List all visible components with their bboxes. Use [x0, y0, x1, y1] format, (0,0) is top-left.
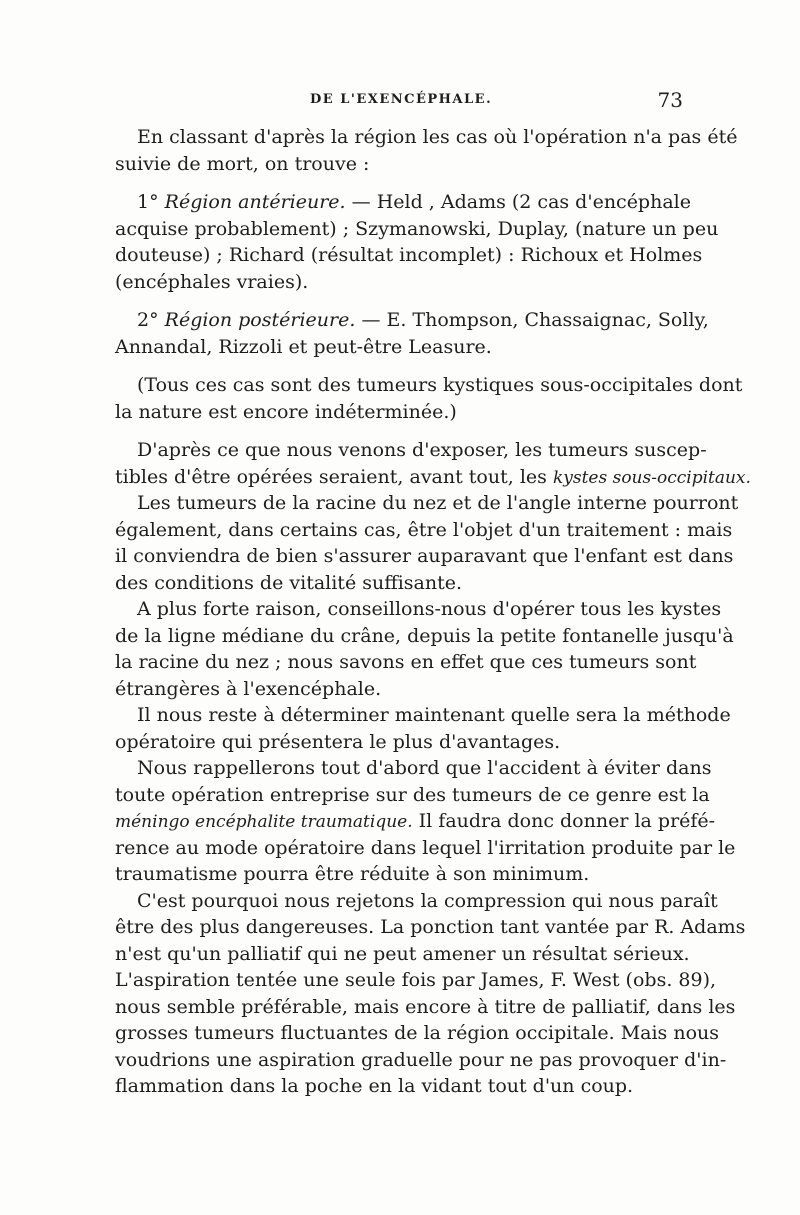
text-run: Il faudra donc donner la préfé-: [418, 810, 716, 832]
running-title: DE L'EXENCÉPHALE.: [310, 92, 493, 107]
text-line: [115, 808, 716, 835]
paragraph-posterior-region: [115, 307, 709, 360]
text-line: des conditions de vitalité suffisante.: [115, 571, 463, 594]
text-line: traumatisme pourra être réduite à son minimum.: [115, 863, 590, 885]
text-line: flammation dans la poche en la vidant tout d'un coup.: [115, 1075, 634, 1097]
emphasis-term: méningo encéphalite traumatique.: [115, 812, 413, 832]
paragraph-nose-tumours: [115, 490, 739, 596]
section-label: Région postérieure.: [164, 309, 356, 331]
text-line: C'est pourquoi nous rejetons la compression qui nous paraît: [137, 889, 718, 912]
emphasis-term: kystes sous-occipitaux.: [552, 467, 751, 488]
text-line: également, dans certains cas, être l'objet d'un traitement : mais: [115, 518, 733, 541]
text-line: A plus forte raison, conseillons-nous d'opérer tous les kystes: [137, 598, 722, 620]
paragraph-anterior-region: [115, 189, 719, 295]
text-line: rence au mode opératoire dans lequel l'irritation produite par le: [115, 836, 736, 859]
list-number: 1°: [137, 191, 159, 213]
text-line: la nature est encore indéterminée.): [115, 400, 457, 423]
running-head: [115, 88, 683, 114]
text-line: En classant d'après la région les cas où l'opération n'a pas été: [137, 126, 738, 148]
text-line: opératoire qui présentera le plus d'avantages.: [115, 730, 561, 753]
paragraph-compression: [115, 888, 746, 1100]
text-line: voudrions une aspiration graduelle pour ne pas provoquer d'in-: [115, 1048, 727, 1071]
text-line: (encéphales vraies).: [115, 270, 309, 293]
text-line: de la ligne médiane du crâne, depuis la petite fontanelle jusqu'à: [115, 624, 734, 647]
text-line: Il nous reste à déterminer maintenant quelle sera la méthode: [137, 704, 731, 726]
paragraph-accident: [115, 755, 736, 888]
text-line: nous semble préférable, mais encore à titre de palliatif, dans les: [115, 995, 736, 1018]
text-run: tibles d'être opérées seraient, avant tout, les: [115, 465, 547, 488]
text-line: être des plus dangereuses. La ponction tant vantée par R. Adams: [115, 916, 746, 938]
text-body: [115, 124, 751, 1100]
text-line: Nous rappellerons tout d'abord que l'accident à éviter dans: [137, 757, 712, 779]
text-line: n'est qu'un palliatif qui ne peut amener un résultat sérieux.: [115, 942, 690, 965]
text-line: [115, 189, 691, 216]
paragraph-intro: [115, 124, 738, 177]
paragraph-median-cysts: [115, 596, 734, 702]
text-line: la racine du nez ; nous savons en effet que ces tumeurs sont: [115, 651, 697, 673]
text-line: suivie de mort, on trouve :: [115, 152, 370, 175]
text-line: toute opération entreprise sur des tumeurs de ce genre est la: [115, 783, 710, 806]
text-line: douteuse) ; Richard (résultat incomplet) : Richoux et Holmes: [115, 244, 703, 266]
text-line: Les tumeurs de la racine du nez et de l'angle interne pourront: [137, 492, 739, 514]
page-number: 73: [657, 88, 683, 112]
text-line: acquise probablement) ; Szymanowski, Duplay, (nature un peu: [115, 217, 719, 240]
text-line: D'après ce que nous venons d'exposer, les tumeurs suscep-: [137, 439, 707, 461]
text-line: grosses tumeurs fluctuantes de la région occipitale. Mais nous: [115, 1022, 720, 1044]
text-run: — E. Thompson, Chassaignac, Solly,: [361, 309, 709, 331]
text-line: [115, 464, 751, 491]
section-label: Région antérieure.: [164, 191, 346, 213]
text-run: — Held , Adams (2 cas d'encéphale: [351, 191, 691, 213]
paragraph-conclusion: [115, 437, 751, 490]
text-line: L'aspiration tentée une seule fois par James, F. West (obs. 89),: [115, 969, 717, 991]
list-number: 2°: [137, 309, 159, 331]
text-line: étrangères à l'exencéphale.: [115, 677, 382, 700]
paragraph-note: [115, 372, 743, 425]
text-line: Annandal, Rizzoli et peut-être Leasure.: [115, 335, 492, 358]
text-line: [115, 307, 709, 334]
text-line: (Tous ces cas sont des tumeurs kystiques sous-occipitales dont: [137, 374, 743, 396]
paragraph-method: [115, 702, 731, 755]
text-line: il conviendra de bien s'assurer auparavant que l'enfant est dans: [115, 545, 734, 567]
